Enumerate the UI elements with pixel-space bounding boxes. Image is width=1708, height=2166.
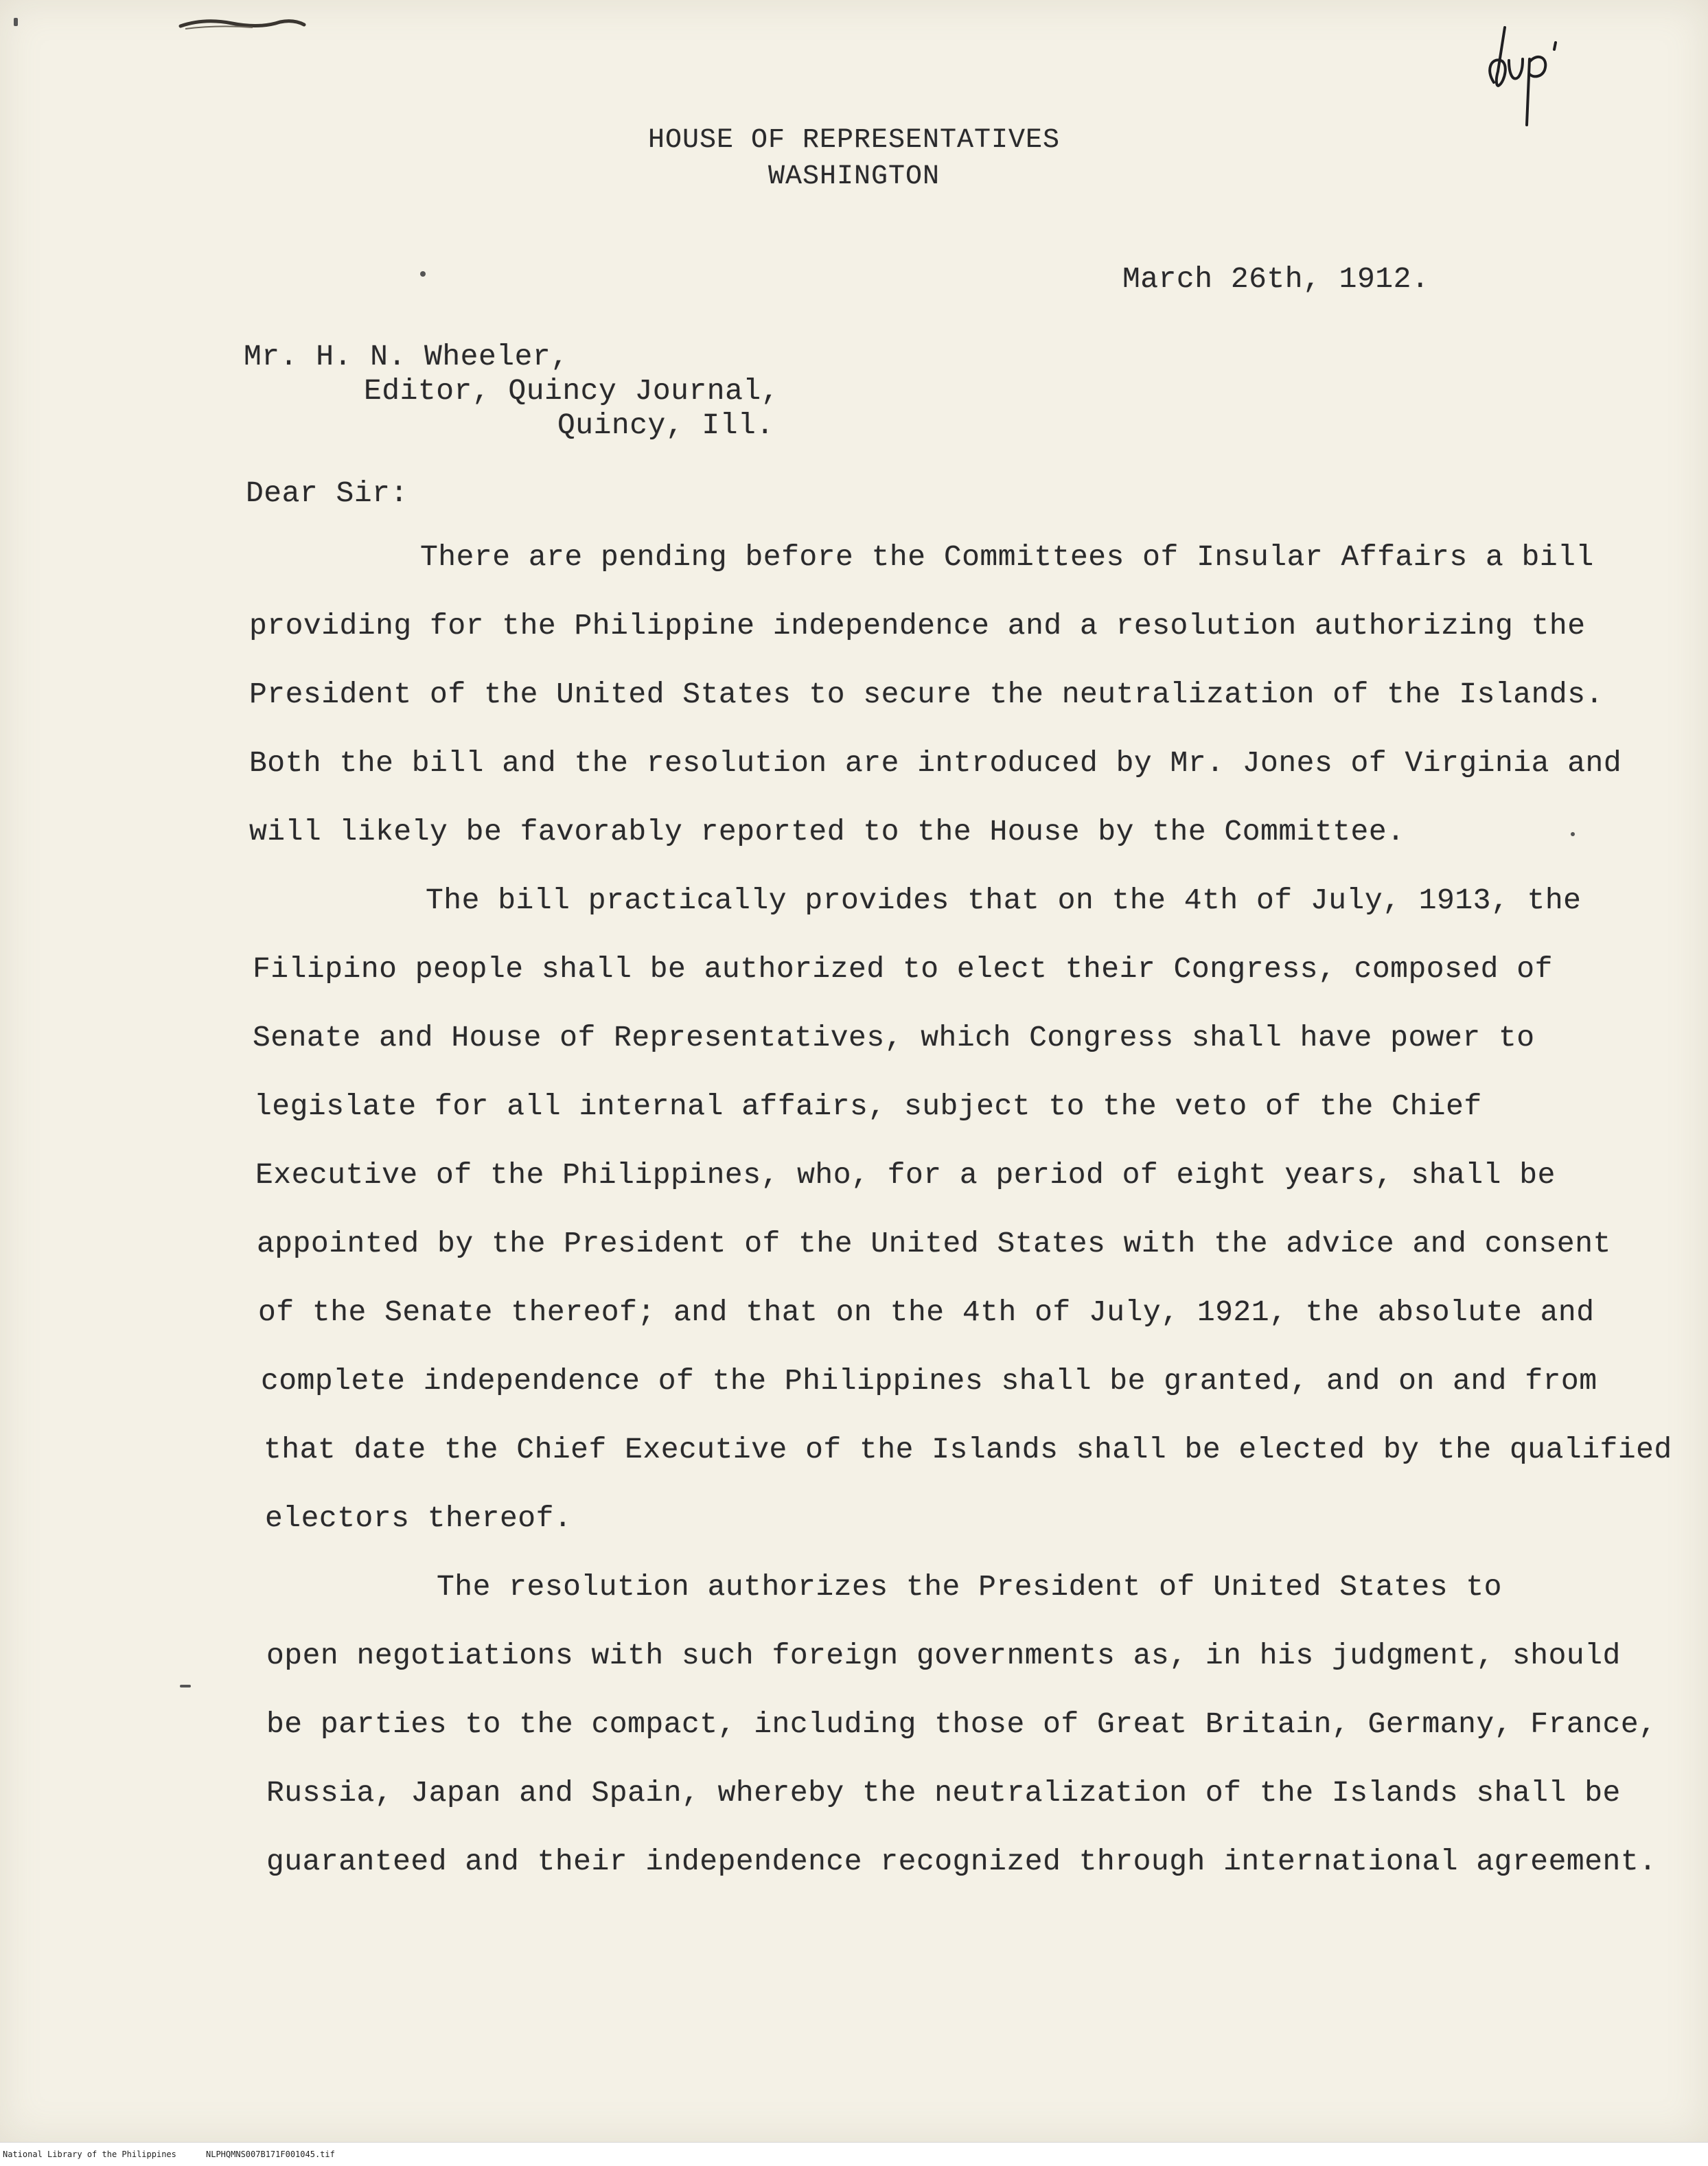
paragraph-1-line: President of the United States to secure the neutralization of the Islands. [249, 678, 1604, 711]
ink-speck [1571, 832, 1575, 836]
paragraph-2-line: The bill practically provides that on the 4th of July, 1913, the [426, 884, 1582, 917]
handwritten-annotation-text [0, 0, 1, 1]
paper-tear-mark [177, 15, 308, 33]
paragraph-3-line: guaranteed and their independence recognized through international agreement. [266, 1845, 1657, 1878]
paragraph-2-line: legislate for all internal affairs, subject to the veto of the Chief [254, 1090, 1482, 1123]
paragraph-3-line: open negotiations with such foreign governments as, in his judgment, should [266, 1639, 1621, 1672]
library-credit: National Library of the Philippines [3, 2150, 176, 2159]
paragraph-1-line: Both the bill and the resolution are introduced by Mr. Jones of Virginia and [249, 746, 1622, 780]
paragraph-3-line: Russia, Japan and Spain, whereby the neutralization of the Islands shall be [266, 1776, 1621, 1810]
paragraph-2-line: Senate and House of Representatives, which Congress shall have power to [253, 1021, 1535, 1055]
addressee-title: Editor, Quincy Journal, [364, 374, 779, 408]
handwritten-annotation [1481, 22, 1564, 132]
paragraph-1-line: There are pending before the Committees of Insular Affairs a bill [420, 540, 1594, 574]
letter-date: March 26th, 1912. [1122, 262, 1430, 296]
letterhead-city: WASHINGTON [768, 161, 940, 192]
file-id: NLPHQMNS007B171F001045.tif [206, 2150, 335, 2159]
salutation: Dear Sir: [246, 476, 408, 510]
paragraph-3-line: The resolution authorizes the President of United States to [437, 1570, 1502, 1604]
letterhead-house: HOUSE OF REPRESENTATIVES [647, 125, 1061, 156]
paragraph-1-line: will likely be favorably reported to the House by the Committee. [249, 815, 1405, 849]
paragraph-3-line: be parties to the compact, including those of Great Britain, Germany, France, [266, 1707, 1657, 1741]
paragraph-2-line: appointed by the President of the United States with the advice and consent [257, 1227, 1611, 1260]
paragraph-2-line: complete independence of the Philippines shall be granted, and on and from [261, 1364, 1597, 1398]
paragraph-2-line: that date the Chief Executive of the Islands shall be elected by the qualified [264, 1433, 1672, 1466]
ink-speck [14, 18, 18, 26]
paragraph-2-line: electors thereof. [265, 1501, 573, 1535]
addressee-name: Mr. H. N. Wheeler, [244, 340, 569, 373]
addressee-city: Quincy, Ill. [557, 408, 774, 442]
paragraph-1-line: providing for the Philippine independence and a resolution authorizing the [249, 609, 1586, 643]
archive-footer [0, 2142, 1708, 2166]
ink-speck [420, 271, 426, 277]
ink-speck [180, 1685, 191, 1687]
paragraph-2-line: Filipino people shall be authorized to elect their Congress, composed of [253, 952, 1553, 986]
paragraph-2-line: of the Senate thereof; and that on the 4th of July, 1921, the absolute and [258, 1295, 1595, 1329]
paragraph-2-line: Executive of the Philippines, who, for a period of eight years, shall be [255, 1158, 1556, 1192]
